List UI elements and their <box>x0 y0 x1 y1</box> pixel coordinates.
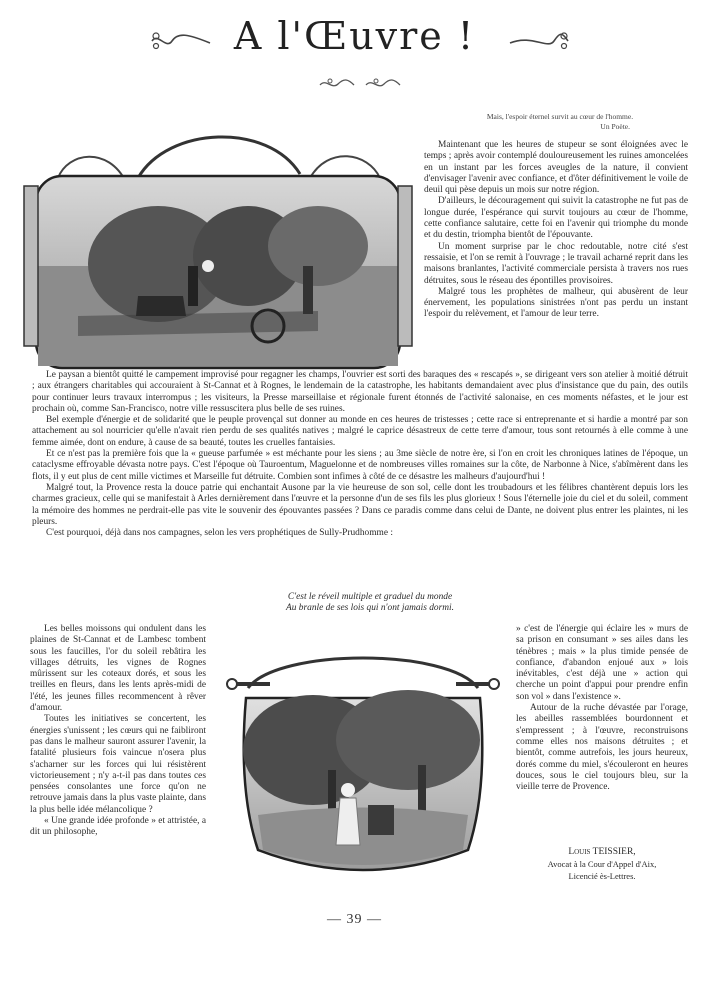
paragraph: Toutes les initiatives se concertent, les énergies s'unissent ; les cœurs qui ne faibliront pas dans le malheur sauront assurer l'avenir, la fatalité plusieurs fois vaincue n'osera plus s'acharner sur les forces qui lui résistèrent victorieusement ; n'y a-t-il pas dans toutes ces pensées consolantes une force qu'on ne retrouve jamais dans la plus vaste plainte, dans la plus belle idée mélancolique ? <box>30 714 206 815</box>
subtitle-ornament <box>318 76 402 92</box>
paragraph: Les belles moissons qui ondulent dans les plaines de St-Cannat et de Lambesc tombent sous les faucilles, l'or du soleil rebâtira les villages détruits, les vignes de Rognes mûrissent sur les coteaux dorés, et sous les treilles en fleurs, dans les lents après-midi de l'été, les jeunes filles recommencent à rêver d'amour. <box>30 624 206 714</box>
paragraph: » c'est de l'énergie qui éclaire les » murs de sa prison en consumant » ses ailes dans les ténèbres ; mais » la plus timide pensée de confiance, d'abandon enjoué aux » lois inévitables, c'est déjà une » action qui cherche un point d'appui pour prendre enfin son vol » dans l'existence ». <box>516 624 688 702</box>
title-right-ornament <box>508 30 572 52</box>
epigraph-attribution: Un Poète. <box>600 122 630 131</box>
page-number: — 39 — <box>327 912 382 927</box>
orchard-photo <box>218 640 508 890</box>
right-column-text <box>516 624 688 793</box>
quote-line: C'est le réveil multiple et graduel du monde <box>287 592 453 602</box>
epigraph <box>440 112 680 132</box>
author-name: Louis TEISSIER, <box>568 847 636 857</box>
paragraph: Et ce n'est pas la première fois que la « gueuse parfumée » est méchante pour les siens ; au 3me siècle de notre ère, si l'on en croit les chroniques latines de l'époque, un cataclysme effroyable dévasta notre pays. C'est l'époque où Tauroentum, Maguelonne et de nombreuses villes romaines sur la côte, de Narbonne à Nice, s'abîmèrent dans les flots, il y eut plus de cent mille victimes et Marseille fut détruite. Combien sont infimes à côté de ce désastre les malheurs d'aujourd'hui ! <box>32 449 688 482</box>
paragraph: Un moment surprise par le choc redoutable, notre cité s'est ressaisie, et l'on se remit à l'ouvrage ; le travail acharné reprit dans les maisons branlantes, l'activité commerciale persista à travers nos rues détruites, sous le réseau des épontilles provisoires. <box>424 241 688 286</box>
paragraph: « Une grande idée profonde » et attristée, a dit un philosophe, <box>30 816 206 838</box>
paragraph: D'ailleurs, le découragement qui suivit la catastrophe ne fut pas de longue durée, l'espérance qui survit toujours au cœur de l'homme, cette confiance salutaire, cette foi en l'avenir qui triomphe du monde et du destin, triompha bientôt de l'épouvante. <box>424 196 688 241</box>
paragraph: Malgré tous les prophètes de malheur, qui abusèrent de leur énervement, les populations sinistrées n'ont pas perdu un instant l'espoir du relèvement, et l'amour de leur terre. <box>424 286 688 320</box>
author-degree: Licencié ès-Lettres. <box>568 871 636 881</box>
intro-text <box>424 140 688 321</box>
page-title: A l'Œuvre ! <box>233 14 476 58</box>
epigraph-line: Mais, l'espoir éternel survit au cœur de l'homme. <box>486 112 634 121</box>
poem-quote <box>180 592 560 615</box>
paragraph: Autour de la ruche dévastée par l'orage, les abeilles rassemblées bourdonnent et s'empressent ; à l'œuvre, reconstruisons comme elles nos maisons détruites ; et bientôt, comme autrefois, les jours heureux, dorés comme du miel, s'écouleront en heures douces, sous le ciel toujours bleu, sur la vieille terre de Provence. <box>516 703 688 793</box>
paragraph: Maintenant que les heures de stupeur se sont éloignées avec le temps ; après avoir contemplé douloureusement les ruines amoncelées en un instant par les forces aveugles de la nature, il convient d'envisager l'avenir avec confiance, et d'ôter définitivement le voile de deuil qui pèse depuis un mois sur notre région. <box>424 140 688 196</box>
body-text <box>32 370 688 539</box>
author-signature <box>516 846 688 882</box>
quote-line: Au branle de ses lois qui n'ont jamais dormi. <box>286 603 454 614</box>
author-title: Avocat à la Cour d'Appel d'Aix, <box>547 859 657 869</box>
left-column-text <box>30 624 206 839</box>
paragraph: C'est pourquoi, déjà dans nos campagnes, selon les vers prophétiques de Sully-Prudhomme : <box>46 528 393 539</box>
haymaking-photo <box>18 116 418 378</box>
paragraph: Malgré tout, la Provence resta la douce patrie qui enchantait Ausone par la vie heureuse de son sol, celle dont les troubadours et les félibres chantèrent depuis lors les charmes gracieux, celle qui se manifestait à Arles dernièrement dans l'œuvre et la personne d'un de ses fils les plus glorieux ! Sous l'éternelle joie du ciel et du soleil, comment la mémoire des hommes ne perdrait-elle pas vite le souvenir des épouvantes passées ? Dans ce paradis comme dans celui de Dante, ne doivent plus entrer les plaintes, ni les pleurs. <box>32 482 688 527</box>
paragraph: Bel exemple d'énergie et de solidarité que le peuple provençal sut donner au monde en ces heures de tristesses ; cette race si entreprenante et si hardie a montré par son attachement au sol nourricier qu'elle n'avait rien perdu de ses qualités natives ; malgré le caprice désastreux de cette terre d'amour, tous sont retournés à elle comme à une femme aimée, dont on endure, à cause de sa beauté, toutes les cruelles fantaisies. <box>32 415 688 448</box>
paragraph: Le paysan a bientôt quitté le campement improvisé pour regagner les champs, l'ouvrier est sorti des baraques des « rescapés », se dirigeant vers son atelier à moitié détruit ; aux étrangers charitables qui accouraient à St-Cannat et à Rognes, le lendemain de la catastrophe, les habitants demandaient avec plus d'insistance que du pain, des outils pour continuer leurs travaux interrompus ; les visiteurs, la Presse marseillaise et régionale furent étonnés de l'activité salonaise, en ces moments néfastes, et le jour est prochain où, comme San-Francisco, notre ville ressuscitera plus belle de ses ruines. <box>32 370 688 414</box>
